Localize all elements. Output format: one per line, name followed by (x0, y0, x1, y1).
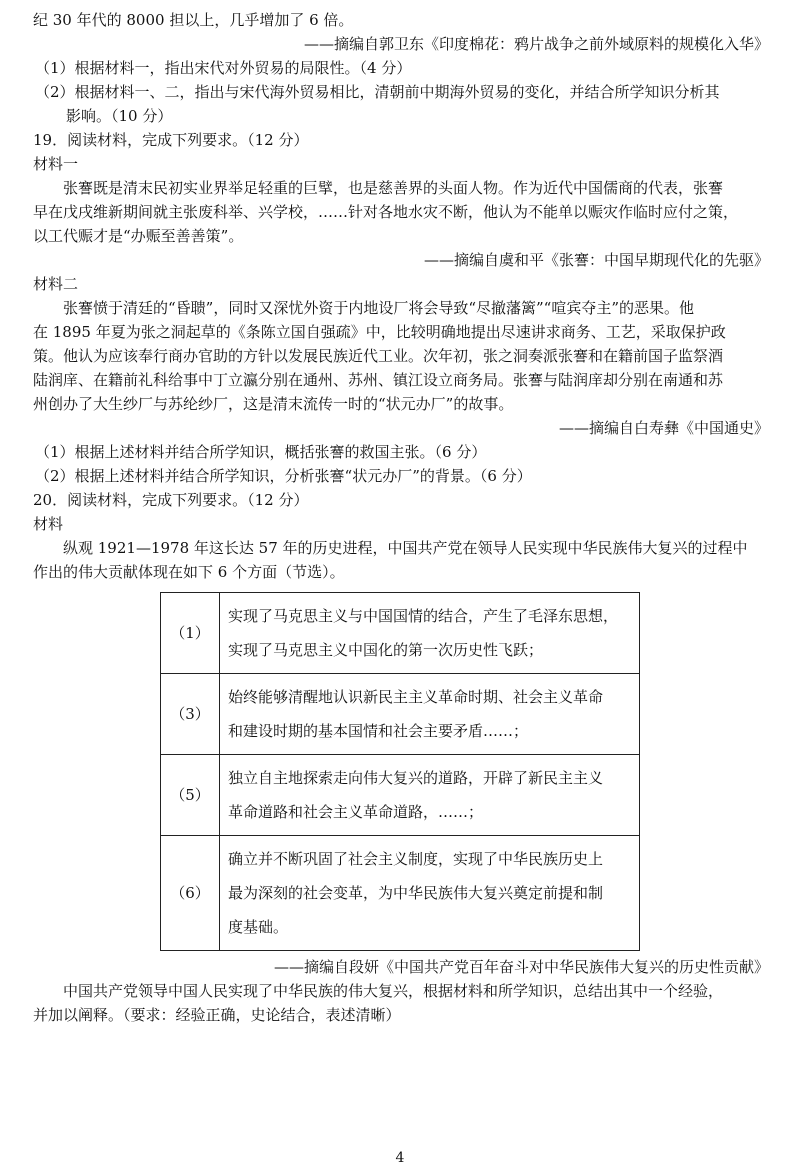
material-paragraph (33, 536, 775, 584)
row-text (220, 674, 640, 755)
question-20-prompt (33, 979, 775, 1027)
material-label: 材料 (33, 515, 64, 533)
question-20-title: 20．阅读材料，完成下列要求。（12 分） (33, 491, 309, 509)
material-label: 材料一 (33, 155, 79, 173)
source-citation: ——摘编自段妍《中国共产党百年奋斗对中华民族伟大复兴的历史性贡献》 (273, 958, 769, 976)
question-19-part-2: （2）根据上述材料并结合所学知识，分析张謇“状元办厂”的背景。（6 分） (35, 467, 532, 485)
material-paragraph (33, 176, 775, 248)
paragraph-line: 在 1895 年夏为张之洞起草的《条陈立国自强疏》中，比较明确地提出尽速讲求商务、工艺，采取保护政 (33, 323, 726, 341)
row-text-line: 确立并不断巩固了社会主义制度，实现了中华民族历史上 (228, 850, 604, 868)
question-18-part-2: （2）根据材料一、二，指出与宋代海外贸易相比，清朝前中期海外贸易的变化，并结合所学知识分析其 (35, 83, 720, 101)
material-label: 材料二 (33, 275, 79, 293)
row-text (220, 593, 640, 674)
question-19-title: 19．阅读材料，完成下列要求。（12 分） (33, 131, 309, 149)
source-citation: ——摘编自白寿彝《中国通史》 (558, 419, 769, 437)
row-text-line: 始终能够清醒地认识新民主主义革命时期、社会主义革命 (228, 688, 604, 706)
paragraph-line: 并加以阐释。（要求：经验正确，史论结合，表述清晰） (33, 1006, 401, 1024)
paragraph-line: 州创办了大生纱厂与苏纶纱厂，这是清末流传一时的“状元办厂”的故事。 (33, 395, 514, 413)
question-18-part-1: （1）根据材料一，指出宋代对外贸易的局限性。（4 分） (35, 59, 412, 77)
paragraph-line: 张謇既是清末民初实业界举足轻重的巨擘，也是慈善界的头面人物。作为近代中国儒商的代表，张謇 (63, 179, 724, 197)
table-row (161, 836, 640, 951)
row-text-line: 实现了马克思主义中国化的第一次历史性飞跃； (228, 641, 544, 659)
paragraph-line: 中国共产党领导中国人民实现了中华民族的伟大复兴，根据材料和所学知识，总结出其中一个经验， (63, 982, 724, 1000)
paragraph-line: 策。他认为应该奉行商办官助的方针以发展民族近代工业。次年初，张之洞奏派张謇和在籍前国子监祭酒 (33, 347, 724, 365)
page-content (33, 8, 775, 1027)
continued-text-line: 纪 30 年代的 8000 担以上，几乎增加了 6 倍。 (33, 11, 354, 29)
contribution-table (160, 592, 640, 951)
paragraph-line: 以工代赈才是“办赈至善善策”。 (33, 227, 244, 245)
paragraph-line: 张謇愤于清廷的“昏聩”，同时又深忧外资于内地设厂将会导致“尽撤藩篱”“喧宾夺主”的恶果。他 (63, 299, 695, 317)
row-number: （3） (161, 674, 220, 755)
question-18-part-2-continued: 影响。（10 分） (66, 107, 173, 125)
row-text-line: 和建设时期的基本国情和社会主要矛盾……； (228, 722, 529, 740)
table-row (161, 593, 640, 674)
paragraph-line: 陆润庠、在籍前礼科给事中丁立瀛分别在通州、苏州、镇江设立商务局。张謇与陆润庠却分别在南通和苏 (33, 371, 724, 389)
page-number: 4 (395, 1150, 405, 1166)
source-citation: ——摘编自虞和平《张謇：中国早期现代化的先驱》 (423, 251, 769, 269)
material-paragraph (33, 296, 775, 416)
row-text-line: 独立自主地探索走向伟大复兴的道路，开辟了新民主主义 (228, 769, 604, 787)
source-citation: ——摘编自郭卫东《印度棉花：鸦片战争之前外域原料的规模化入华》 (303, 35, 769, 53)
table-row (161, 755, 640, 836)
row-number: （1） (161, 593, 220, 674)
table-row (161, 674, 640, 755)
row-number: （5） (161, 755, 220, 836)
row-number: （6） (161, 836, 220, 951)
row-text-line: 实现了马克思主义与中国国情的结合，产生了毛泽东思想， (228, 607, 619, 625)
row-text (220, 836, 640, 951)
row-text-line: 度基础。 (228, 918, 289, 936)
row-text-line: 最为深刻的社会变革，为中华民族伟大复兴奠定前提和制 (228, 884, 604, 902)
paragraph-line: 早在戊戌维新期间就主张废科举、兴学校，……针对各地水灾不断，他认为不能单以赈灾作临时应付之策， (33, 203, 739, 221)
paragraph-line: 作出的伟大贡献体现在如下 6 个方面（节选）。 (33, 563, 345, 581)
row-text (220, 755, 640, 836)
question-19-part-1: （1）根据上述材料并结合所学知识，概括张謇的救国主张。（6 分） (35, 443, 487, 461)
paragraph-line: 纵观 1921—1978 年这长达 57 年的历史进程，中国共产党在领导人民实现中华民族伟大复兴的过程中 (63, 539, 748, 557)
row-text-line: 革命道路和社会主义革命道路，……； (228, 803, 484, 821)
